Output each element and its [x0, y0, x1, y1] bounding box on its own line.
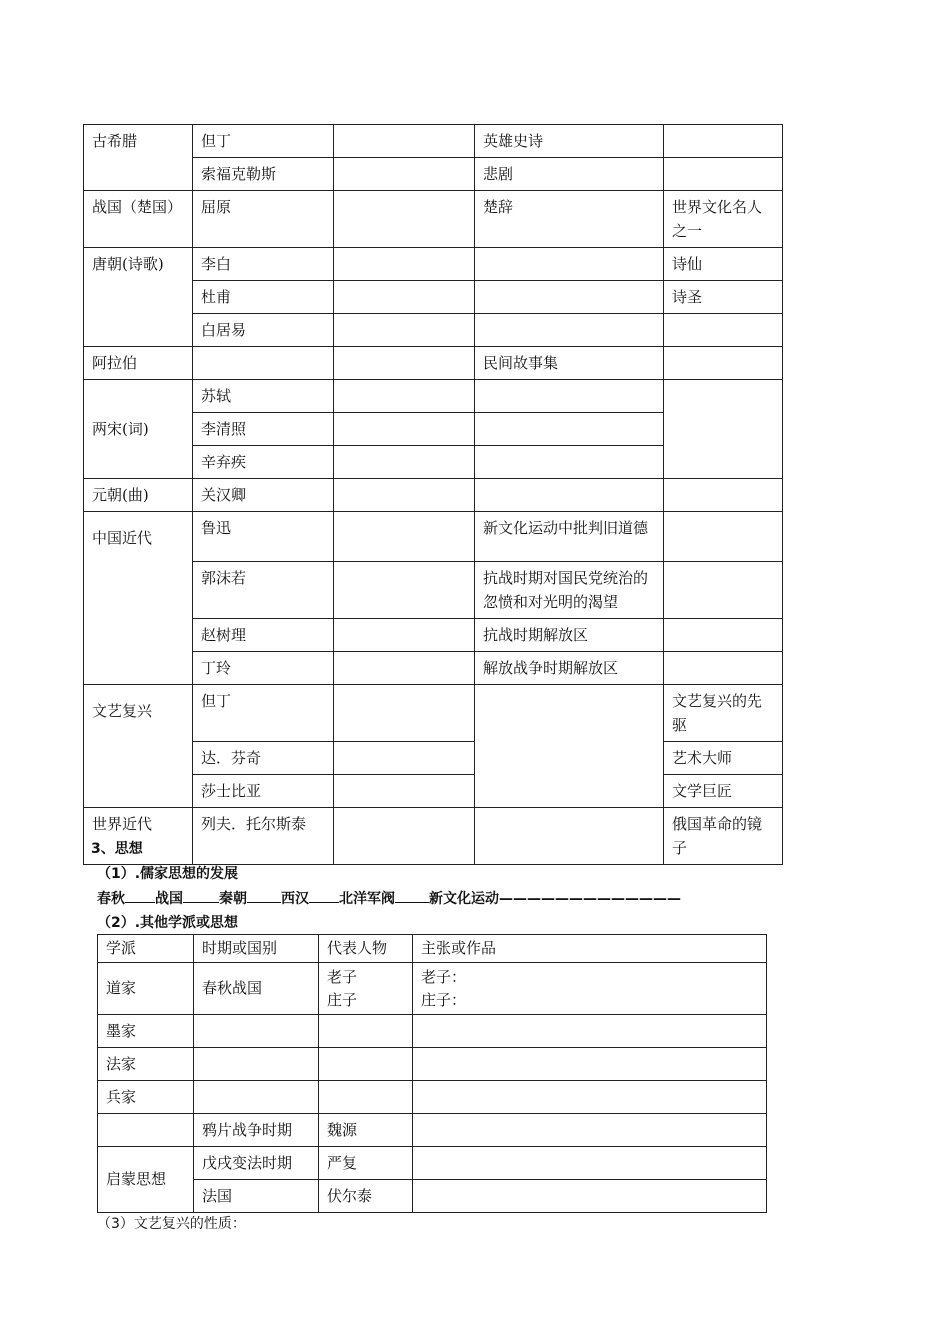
- author-cell: 达．芬奇: [193, 742, 334, 775]
- table-row: [84, 685, 783, 742]
- author-cell: 苏轼: [193, 380, 334, 413]
- person-cell: [319, 1081, 413, 1114]
- work-cell: [475, 380, 664, 413]
- note-cell: [664, 562, 783, 619]
- empty-cell: [334, 125, 475, 158]
- empty-cell: [334, 742, 475, 775]
- school-cell: 墨家: [98, 1015, 194, 1048]
- era-cell: [84, 685, 193, 808]
- note-cell: 艺术大师: [664, 742, 783, 775]
- work-cell: 抗战时期对国民党统治的忽愤和对光明的渴望: [475, 562, 664, 619]
- work-cell: [475, 685, 664, 808]
- timeline-item: 新文化运动: [429, 891, 499, 907]
- author-cell: 赵树理: [193, 619, 334, 652]
- table-row: [98, 1147, 767, 1180]
- note-cell: 俄国革命的镜子: [664, 808, 783, 865]
- note-cell: [664, 314, 783, 347]
- fill-blank: [125, 890, 155, 903]
- era-cell: 世界近代: [84, 808, 193, 865]
- note-cell: 诗圣: [664, 281, 783, 314]
- work-cell: [475, 413, 664, 446]
- header-school: 学派: [98, 935, 194, 963]
- work-cell: 解放战争时期解放区: [475, 652, 664, 685]
- author-cell: [193, 347, 334, 380]
- table-row: [84, 380, 783, 413]
- period-cell: [194, 1015, 319, 1048]
- school-cell: [98, 1114, 194, 1147]
- era-cell: 阿拉伯: [84, 347, 193, 380]
- empty-cell: [334, 347, 475, 380]
- table-row: [84, 347, 783, 380]
- era-cell: 元朝(曲): [84, 479, 193, 512]
- author-cell: 但丁: [193, 125, 334, 158]
- empty-cell: [334, 479, 475, 512]
- empty-cell: [334, 775, 475, 808]
- period-cell: 戊戌变法时期: [194, 1147, 319, 1180]
- empty-cell: [334, 191, 475, 248]
- table-row: [98, 1015, 767, 1048]
- works-cell: [413, 1048, 767, 1081]
- empty-cell: [334, 446, 475, 479]
- person-cell: 魏源: [319, 1114, 413, 1147]
- table-row: [84, 125, 783, 158]
- works-cell: [413, 963, 767, 1015]
- note-cell: [664, 380, 783, 479]
- table-row: [84, 191, 783, 248]
- timeline-item: 西汉: [281, 891, 309, 907]
- header-person: 代表人物: [319, 935, 413, 963]
- era-label: 中国近代: [92, 529, 153, 547]
- work-cell: [475, 281, 664, 314]
- timeline-dash: —————————————: [499, 891, 681, 907]
- timeline-item: 战国: [155, 891, 183, 907]
- author-cell: 但丁: [193, 685, 334, 742]
- table-row: [84, 808, 783, 865]
- note-cell: [664, 347, 783, 380]
- person-name: 老子: [327, 967, 358, 986]
- note-cell: 文艺复兴的先驱: [664, 685, 783, 742]
- table-row: [98, 1048, 767, 1081]
- era-cell: 战国（楚国）: [84, 191, 193, 248]
- note-cell: 世界文化名人之一: [664, 191, 783, 248]
- empty-cell: [334, 619, 475, 652]
- author-cell: 白居易: [193, 314, 334, 347]
- table-header-row: [98, 935, 767, 963]
- note-cell: [664, 158, 783, 191]
- period-cell: [194, 1048, 319, 1081]
- header-period: 时期或国别: [194, 935, 319, 963]
- era-cell: [84, 512, 193, 685]
- person-cell: 严复: [319, 1147, 413, 1180]
- works-cell: [413, 1114, 767, 1147]
- empty-cell: [334, 512, 475, 562]
- timeline-item: 秦朝: [219, 891, 247, 907]
- era-cell: 两宋(词): [84, 380, 193, 479]
- note-cell: 诗仙: [664, 248, 783, 281]
- work-cell: [475, 446, 664, 479]
- note-cell: [664, 619, 783, 652]
- works-line: 老子：: [421, 967, 467, 986]
- note-cell: [664, 125, 783, 158]
- timeline-item: 北洋军阀: [339, 891, 395, 907]
- person-cell: 伏尔泰: [319, 1180, 413, 1213]
- fill-blank: [247, 890, 281, 903]
- work-cell: [475, 314, 664, 347]
- person-cell: [319, 963, 413, 1015]
- empty-cell: [334, 808, 475, 865]
- section-heading: 3、思想: [91, 841, 143, 857]
- works-cell: [413, 1015, 767, 1048]
- note-cell: [664, 652, 783, 685]
- confucian-timeline: [97, 888, 681, 908]
- author-cell: 鲁迅: [193, 512, 334, 562]
- author-cell: 索福克勒斯: [193, 158, 334, 191]
- empty-cell: [334, 413, 475, 446]
- work-cell: 悲剧: [475, 158, 664, 191]
- literature-table: [83, 124, 783, 865]
- school-cell: 启蒙思想: [98, 1147, 194, 1213]
- works-line: 庄子：: [421, 990, 467, 1009]
- note-cell: [664, 512, 783, 562]
- author-cell: 丁玲: [193, 652, 334, 685]
- era-label: 文艺复兴: [92, 702, 153, 720]
- subheading-renaissance: （3）文艺复兴的性质：: [97, 1216, 246, 1232]
- empty-cell: [334, 314, 475, 347]
- author-cell: 屈原: [193, 191, 334, 248]
- fill-blank: [309, 890, 339, 903]
- empty-cell: [334, 685, 475, 742]
- timeline-item: 春秋: [97, 891, 125, 907]
- author-cell: 杜甫: [193, 281, 334, 314]
- note-cell: 文学巨匠: [664, 775, 783, 808]
- author-cell: 关汉卿: [193, 479, 334, 512]
- period-cell: 鸦片战争时期: [194, 1114, 319, 1147]
- fill-blank: [395, 890, 429, 903]
- works-cell: [413, 1180, 767, 1213]
- work-cell: 楚辞: [475, 191, 664, 248]
- note-cell: [664, 479, 783, 512]
- empty-cell: [334, 158, 475, 191]
- work-cell: [475, 808, 664, 865]
- author-cell: 列夫．托尔斯泰: [193, 808, 334, 865]
- table-row: [98, 963, 767, 1015]
- person-name: 庄子: [327, 990, 358, 1009]
- empty-cell: [334, 248, 475, 281]
- empty-cell: [334, 562, 475, 619]
- work-cell: 英雄史诗: [475, 125, 664, 158]
- work-cell: 新文化运动中批判旧道德: [475, 512, 664, 562]
- work-cell: 民间故事集: [475, 347, 664, 380]
- author-cell: 郭沫若: [193, 562, 334, 619]
- person-cell: [319, 1015, 413, 1048]
- era-cell: 唐朝(诗歌): [84, 248, 193, 347]
- era-cell: 古希腊: [84, 125, 193, 191]
- fill-blank: [183, 890, 219, 903]
- empty-cell: [334, 652, 475, 685]
- works-cell: [413, 1147, 767, 1180]
- table-row: [98, 1114, 767, 1147]
- school-cell: 道家: [98, 963, 194, 1015]
- header-works: 主张或作品: [413, 935, 767, 963]
- school-cell: 法家: [98, 1048, 194, 1081]
- period-cell: 春秋战国: [194, 963, 319, 1015]
- period-cell: [194, 1081, 319, 1114]
- table-row: [84, 479, 783, 512]
- person-cell: [319, 1048, 413, 1081]
- works-cell: [413, 1081, 767, 1114]
- table-row: [84, 248, 783, 281]
- table-row: [84, 512, 783, 562]
- empty-cell: [334, 281, 475, 314]
- table-row: [98, 1180, 767, 1213]
- work-cell: 抗战时期解放区: [475, 619, 664, 652]
- period-cell: 法国: [194, 1180, 319, 1213]
- author-cell: 李白: [193, 248, 334, 281]
- schools-table: [97, 934, 767, 1213]
- empty-cell: [334, 380, 475, 413]
- subheading-confucian: （1）.儒家思想的发展: [97, 866, 239, 882]
- author-cell: 李清照: [193, 413, 334, 446]
- work-cell: [475, 479, 664, 512]
- author-cell: 辛弃疾: [193, 446, 334, 479]
- work-cell: [475, 248, 664, 281]
- table-row: [98, 1081, 767, 1114]
- subheading-schools: （2）.其他学派或思想: [97, 915, 239, 931]
- school-cell: 兵家: [98, 1081, 194, 1114]
- author-cell: 莎士比亚: [193, 775, 334, 808]
